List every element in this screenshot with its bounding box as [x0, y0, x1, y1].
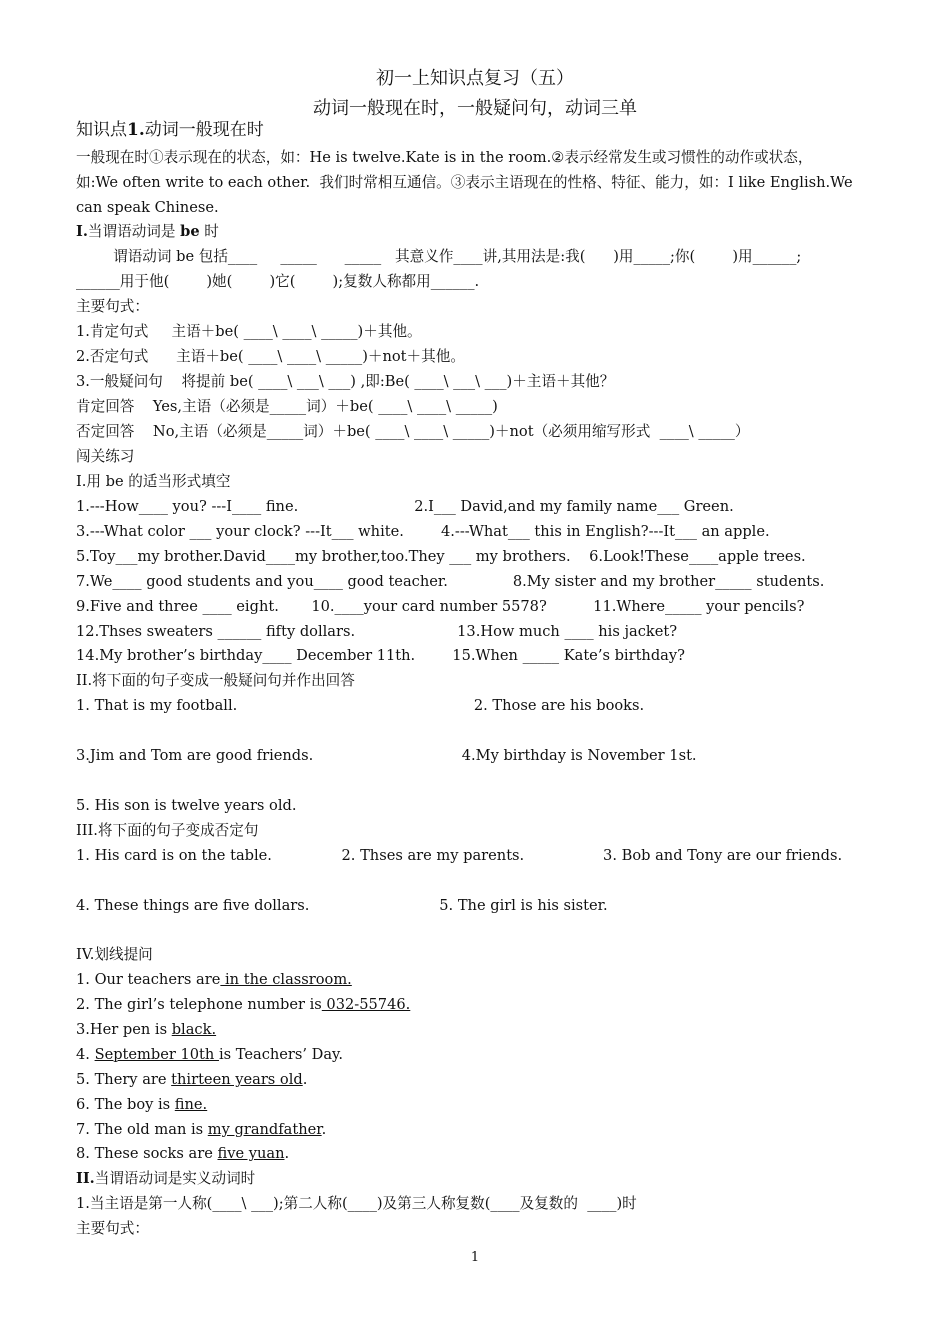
- exercise-line: 9.Five and three ____ eight. 10.____your card number 5578? 11.Where_____ your pencils?: [76, 598, 805, 615]
- exercise-line: 3.---What color ___ your clock? ---It___ white. 4.---What___ this in English?---It___ an apple.: [76, 523, 770, 540]
- fill-line: 谓语动词 be 包括____ _____ _____ 其意义作____讲,其用法是:我( )用_____;你( )用______;: [76, 248, 802, 265]
- exercise-title: II.将下面的句子变成一般疑问句并作出回答: [76, 672, 355, 689]
- affirmative-answer-line: 肯定回答 Yes,主语（必须是_____词）＋be( ____\ ____\ _____): [76, 398, 498, 415]
- exercise-line: 7.We____ good students and you____ good teacher. 8.My sister and my brother_____ students.: [76, 573, 825, 590]
- negative-answer-line: 否定回答 No,主语（必须是_____词）＋be( ____\ ____\ _____)＋not（必须用缩写形式 ____\ _____）: [76, 423, 750, 440]
- exercise-title: I.用 be 的适当形式填空: [76, 473, 231, 490]
- exercise-line: 1. His card is on the table. 2. Thses are my parents. 3. Bob and Tony are our friends.: [76, 847, 843, 864]
- practice-label: 闯关练习: [76, 448, 135, 465]
- intro-line: can speak Chinese.: [76, 199, 219, 216]
- pattern-line: 2.否定句式 主语＋be( ____\ ____\ _____)＋not＋其他。: [76, 348, 465, 365]
- exercise-title: IV.划线提问: [76, 946, 153, 963]
- exercise-line: 14.My brother’s birthday____ December 11th. 15.When _____ Kate’s birthday?: [76, 647, 685, 664]
- exercise-line: 12.Thses sweaters ______ fifty dollars. 13.How much ____ his jacket?: [76, 623, 678, 640]
- fill-line: 1.当主语是第一人称(____\ ___);第二人称(____)及第三人称复数(____及复数的 ____)时: [76, 1195, 637, 1212]
- exercise-line: 1.---How____ you? ---I____ fine. 2.I___ David,and my family name___ Green.: [76, 498, 734, 515]
- exercise-line: 2. The girl’s telephone number is 032-55746.: [76, 996, 411, 1013]
- exercise-line: 5. His son is twelve years old.: [76, 797, 297, 814]
- exercise-line: 4. September 10th is Teachers’ Day.: [76, 1046, 344, 1063]
- exercise-line: 6. The boy is fine.: [76, 1096, 208, 1113]
- exercise-line: 1. Our teachers are in the classroom.: [76, 971, 352, 988]
- exercise-line: 1. That is my football. 2. Those are his books.: [76, 697, 645, 714]
- exercise-line: 7. The old man is my grandfather.: [76, 1121, 327, 1138]
- exercise-line: 8. These socks are five yuan.: [76, 1145, 290, 1162]
- exercise-line: 4. These things are five dollars. 5. The girl is his sister.: [76, 897, 608, 914]
- exercise-line: 5.Toy___my brother.David____my brother,too.They ___ my brothers. 6.Look!These____apple trees.: [76, 548, 806, 565]
- exercise-line: 3.Her pen is black.: [76, 1021, 217, 1038]
- exercise-line: 5. Thery are thirteen years old.: [76, 1071, 308, 1088]
- document-title: 初一上知识点复习（五）: [376, 68, 574, 89]
- main-pattern-label: 主要句式：: [76, 1220, 149, 1237]
- exercise-title: III.将下面的句子变成否定句: [76, 822, 259, 839]
- fill-line: ______用于他( )她( )它( );复数人称都用______.: [76, 273, 480, 290]
- pattern-line: 1.肯定句式 主语＋be( ____\ ____\ _____)＋其他。: [76, 323, 422, 340]
- knowledge-point-heading: 知识点1.动词一般现在时: [76, 120, 264, 140]
- page-number: 1: [470, 1250, 480, 1265]
- intro-line: 一般现在时①表示现在的状态，如：He is twelve.Kate is in the room.②表示经常发生或习惯性的动作或状态，: [76, 149, 813, 166]
- section-heading: I.当谓语动词是 be 时: [76, 223, 219, 240]
- intro-line: 如:We often write to each other. 我们时常相互通信。③表示主语现在的性格、特征、能力，如：I like English.We: [76, 174, 853, 191]
- exercise-line: 3.Jim and Tom are good friends. 4.My birthday is November 1st.: [76, 747, 697, 764]
- section-heading: II.当谓语动词是实义动词时: [76, 1170, 256, 1187]
- main-pattern-label: 主要句式：: [76, 298, 149, 315]
- pattern-line: 3.一般疑问句 将提前 be( ____\ ___\ ___) ,即:Be( ____\ ___\ ___)＋主语＋其他？: [76, 373, 615, 390]
- document-subtitle: 动词一般现在时，一般疑问句，动词三单: [313, 98, 637, 119]
